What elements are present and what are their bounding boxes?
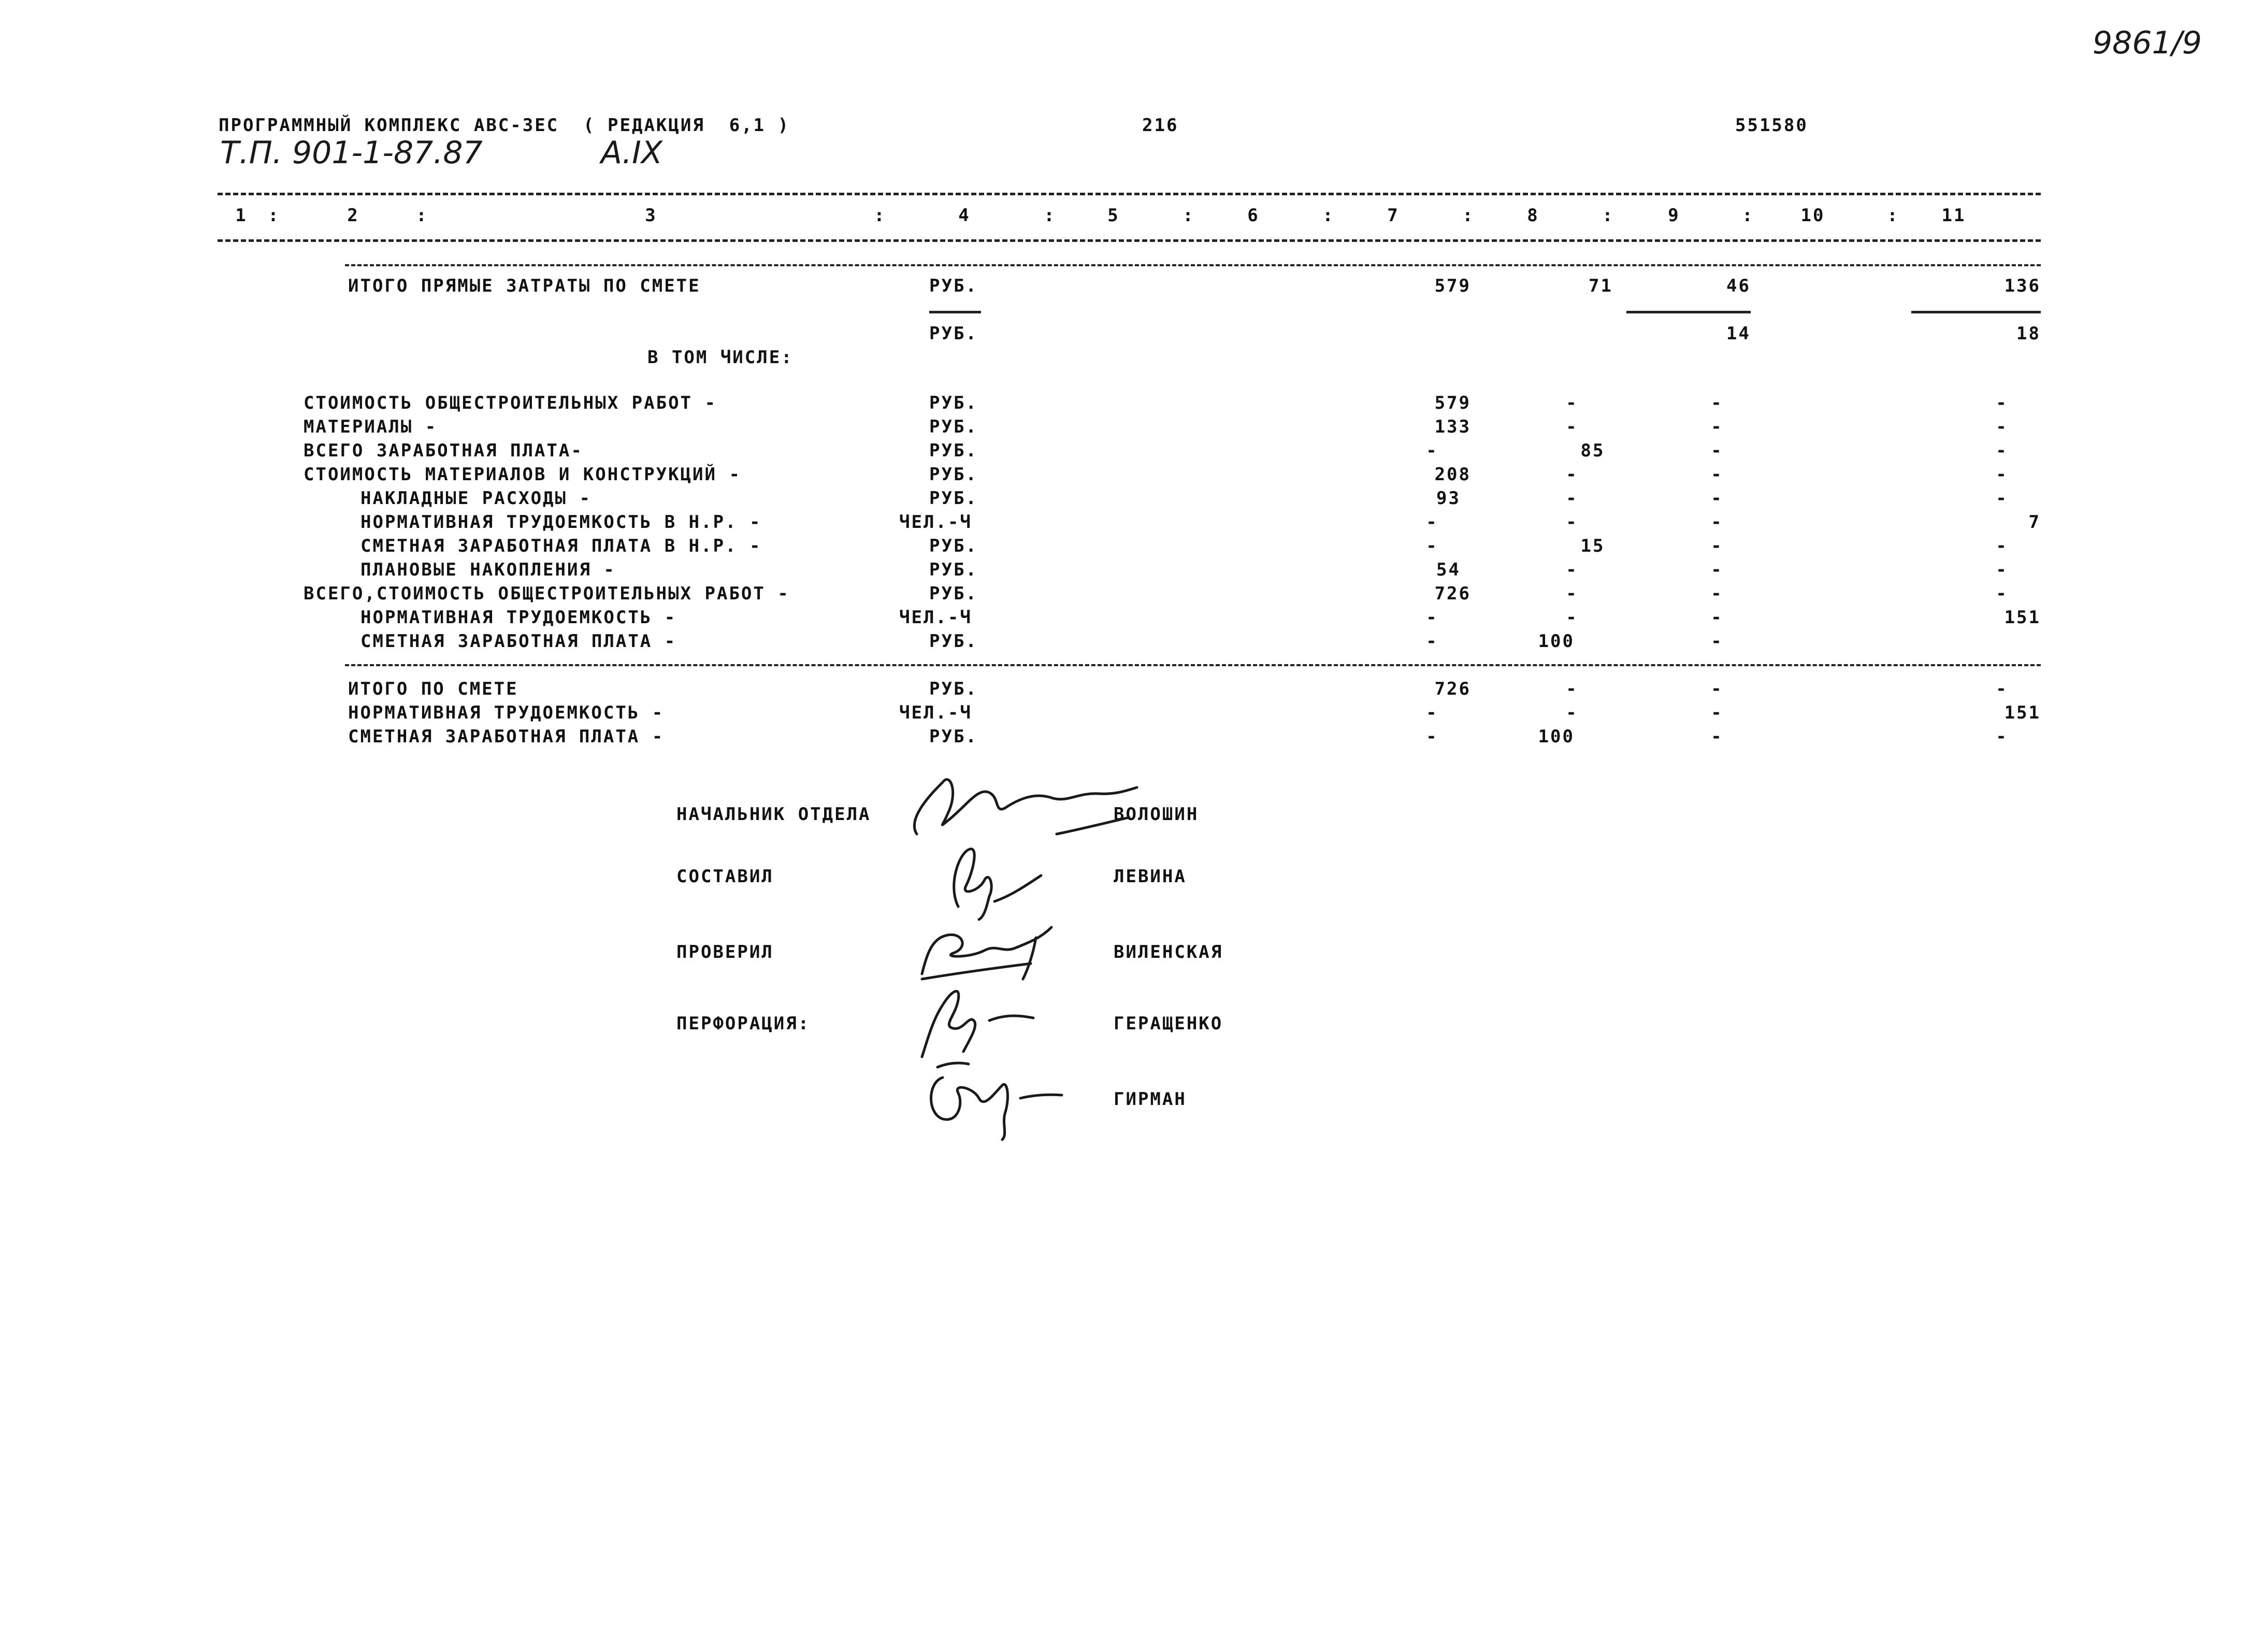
final-col8: -: [1566, 702, 1578, 723]
row-col7: -: [1426, 631, 1438, 652]
column-separator: :: [1887, 205, 1899, 226]
row-col8: -: [1566, 393, 1578, 413]
row-col9: -: [1711, 464, 1723, 485]
totals-direct-col9: 46: [1726, 276, 1751, 296]
row-col7: -: [1426, 512, 1438, 533]
row-unit: ЧЕЛ.-Ч: [899, 512, 972, 533]
album-number: А.IX: [601, 135, 662, 171]
column-header: 11: [1941, 205, 1966, 226]
unit-underline: [929, 311, 981, 313]
row-col11: 151: [2004, 607, 2041, 628]
row-label: МАТЕРИАЛЫ -: [304, 416, 438, 437]
row-col11: -: [1996, 393, 2008, 413]
row-col7: -: [1426, 440, 1438, 461]
row-unit: РУБ.: [929, 559, 978, 580]
row-col8: 85: [1580, 440, 1605, 461]
signature-name: ВОЛОШИН: [1114, 804, 1199, 825]
final-unit: РУБ.: [929, 679, 978, 699]
row-col7: 726: [1434, 583, 1471, 604]
sub-row-unit: РУБ.: [929, 323, 978, 344]
project-number: Т.П. 901-1-87.87: [220, 135, 483, 171]
signature-scribble: [917, 1057, 1067, 1140]
row-label: НОРМАТИВНАЯ ТРУДОЕМКОСТЬ -: [360, 607, 677, 628]
column-separator: :: [1742, 205, 1754, 226]
row-col9: -: [1711, 583, 1723, 604]
column-separator: :: [1044, 205, 1056, 226]
col11-underline: [1911, 311, 2041, 313]
row-col8: -: [1566, 488, 1578, 509]
row-label: НАКЛАДНЫЕ РАСХОДЫ -: [360, 488, 592, 509]
final-col9: -: [1711, 702, 1723, 723]
program-title: ПРОГРАММНЫЙ КОМПЛЕКС АВС-ЗЕС ( РЕДАКЦИЯ 6,1 ): [219, 115, 790, 136]
section-rule: [345, 264, 2041, 266]
row-col11: -: [1996, 416, 2008, 437]
handwritten-reference: 9861/9: [2093, 25, 2202, 61]
row-col7: 133: [1434, 416, 1471, 437]
header-rule-bottom: [218, 239, 2041, 242]
signature-scribble: [938, 839, 1051, 922]
row-col11: -: [1996, 536, 2008, 556]
row-col8: -: [1566, 512, 1578, 533]
including-label: В ТОМ ЧИСЛЕ:: [647, 347, 794, 368]
final-col8: 100: [1538, 726, 1575, 747]
column-header: 5: [1107, 205, 1120, 226]
column-header: 2: [347, 205, 359, 226]
row-col11: -: [1996, 488, 2008, 509]
column-separator: :: [1602, 205, 1614, 226]
totals-direct-col7: 579: [1434, 276, 1471, 296]
row-col7: 54: [1436, 559, 1461, 580]
column-header: 4: [958, 205, 971, 226]
row-col9: -: [1711, 607, 1723, 628]
column-separator: :: [1183, 205, 1195, 226]
signature-role: ПЕРФОРАЦИЯ:: [676, 1013, 811, 1034]
row-col9: -: [1711, 393, 1723, 413]
row-unit: РУБ.: [929, 416, 978, 437]
totals-direct-unit: РУБ.: [929, 276, 978, 296]
col9-underline: [1626, 311, 1751, 313]
signature-name: ГЕРАЩЕНКО: [1114, 1013, 1223, 1034]
document-code: 551580: [1735, 115, 1808, 136]
column-header: 9: [1668, 205, 1680, 226]
row-col9: -: [1711, 416, 1723, 437]
column-header: 3: [645, 205, 657, 226]
row-col8: -: [1566, 464, 1578, 485]
row-col8: -: [1566, 559, 1578, 580]
row-col7: -: [1426, 536, 1438, 556]
column-separator: :: [1322, 205, 1335, 226]
totals-direct-label: ИТОГО ПРЯМЫЕ ЗАТРАТЫ ПО СМЕТЕ: [348, 276, 701, 296]
row-label: СМЕТНАЯ ЗАРАБОТНАЯ ПЛАТА -: [360, 631, 677, 652]
row-unit: РУБ.: [929, 393, 978, 413]
row-unit: ЧЕЛ.-Ч: [899, 607, 972, 628]
row-label: СМЕТНАЯ ЗАРАБОТНАЯ ПЛАТА В Н.Р. -: [360, 536, 762, 556]
row-label: НОРМАТИВНАЯ ТРУДОЕМКОСТЬ В Н.Р. -: [360, 512, 762, 533]
sub-row-col11: 18: [2016, 323, 2041, 344]
final-col7: -: [1426, 702, 1438, 723]
row-unit: РУБ.: [929, 440, 978, 461]
final-col8: -: [1566, 679, 1578, 699]
row-unit: РУБ.: [929, 464, 978, 485]
totals-direct-col11: 136: [2004, 276, 2041, 296]
row-col11: -: [1996, 440, 2008, 461]
row-unit: РУБ.: [929, 583, 978, 604]
signature-role: СОСТАВИЛ: [676, 866, 774, 887]
signature-name: ГИРМАН: [1114, 1089, 1187, 1110]
signature-scribble: [901, 762, 1145, 844]
row-col8: 100: [1538, 631, 1575, 652]
final-col11: -: [1996, 679, 2008, 699]
column-header: 8: [1527, 205, 1539, 226]
final-col7: 726: [1434, 679, 1471, 699]
row-col9: -: [1711, 631, 1723, 652]
final-label: СМЕТНАЯ ЗАРАБОТНАЯ ПЛАТА -: [348, 726, 665, 747]
row-col11: -: [1996, 559, 2008, 580]
row-col11: -: [1996, 583, 2008, 604]
row-label: ВСЕГО ЗАРАБОТНАЯ ПЛАТА-: [304, 440, 583, 461]
header-rule-top: [218, 193, 2041, 195]
column-header: 6: [1247, 205, 1260, 226]
row-label: ПЛАНОВЫЕ НАКОПЛЕНИЯ -: [360, 559, 616, 580]
final-col11: -: [1996, 726, 2008, 747]
signature-role: ПРОВЕРИЛ: [676, 942, 774, 963]
row-col11: 7: [2028, 512, 2041, 533]
column-header-row: [219, 205, 2042, 226]
row-col9: -: [1711, 559, 1723, 580]
row-col8: -: [1566, 583, 1578, 604]
row-col9: -: [1711, 536, 1723, 556]
row-unit: РУБ.: [929, 631, 978, 652]
column-header: 7: [1387, 205, 1400, 226]
sub-row-col9: 14: [1726, 323, 1751, 344]
row-col7: 208: [1434, 464, 1471, 485]
page-number: 216: [1142, 115, 1179, 136]
signature-scribble: [912, 979, 1046, 1062]
row-col7: 579: [1434, 393, 1471, 413]
row-unit: РУБ.: [929, 488, 978, 509]
column-separator: :: [874, 205, 886, 226]
row-label: СТОИМОСТЬ ОБЩЕСТРОИТЕЛЬНЫХ РАБОТ -: [304, 393, 717, 413]
row-col7: 93: [1436, 488, 1461, 509]
row-col9: -: [1711, 488, 1723, 509]
column-separator: :: [268, 205, 280, 226]
final-unit: РУБ.: [929, 726, 978, 747]
row-col9: -: [1711, 512, 1723, 533]
final-unit: ЧЕЛ.-Ч: [899, 702, 972, 723]
signature-role: НАЧАЛЬНИК ОТДЕЛА: [676, 804, 871, 825]
column-header: 10: [1800, 205, 1825, 226]
column-separator: :: [1462, 205, 1475, 226]
row-col8: -: [1566, 607, 1578, 628]
row-col8: -: [1566, 416, 1578, 437]
final-col9: -: [1711, 726, 1723, 747]
signature-scribble: [912, 922, 1062, 984]
row-col11: -: [1996, 464, 2008, 485]
row-label: ВСЕГО,СТОИМОСТЬ ОБЩЕСТРОИТЕЛЬНЫХ РАБОТ -: [304, 583, 790, 604]
row-unit: РУБ.: [929, 536, 978, 556]
final-label: НОРМАТИВНАЯ ТРУДОЕМКОСТЬ -: [348, 702, 665, 723]
final-rule: [345, 664, 2041, 666]
row-label: СТОИМОСТЬ МАТЕРИАЛОВ И КОНСТРУКЦИЙ -: [304, 464, 741, 485]
final-col9: -: [1711, 679, 1723, 699]
row-col8: 15: [1580, 536, 1605, 556]
row-col7: -: [1426, 607, 1438, 628]
final-label: ИТОГО ПО СМЕТЕ: [348, 679, 518, 699]
final-col11: 151: [2004, 702, 2041, 723]
signature-name: ЛЕВИНА: [1114, 866, 1187, 887]
column-header: 1: [235, 205, 248, 226]
row-col9: -: [1711, 440, 1723, 461]
column-separator: :: [416, 205, 428, 226]
totals-direct-col8: 71: [1589, 276, 1613, 296]
signature-name: ВИЛЕНСКАЯ: [1114, 942, 1223, 963]
final-col7: -: [1426, 726, 1438, 747]
